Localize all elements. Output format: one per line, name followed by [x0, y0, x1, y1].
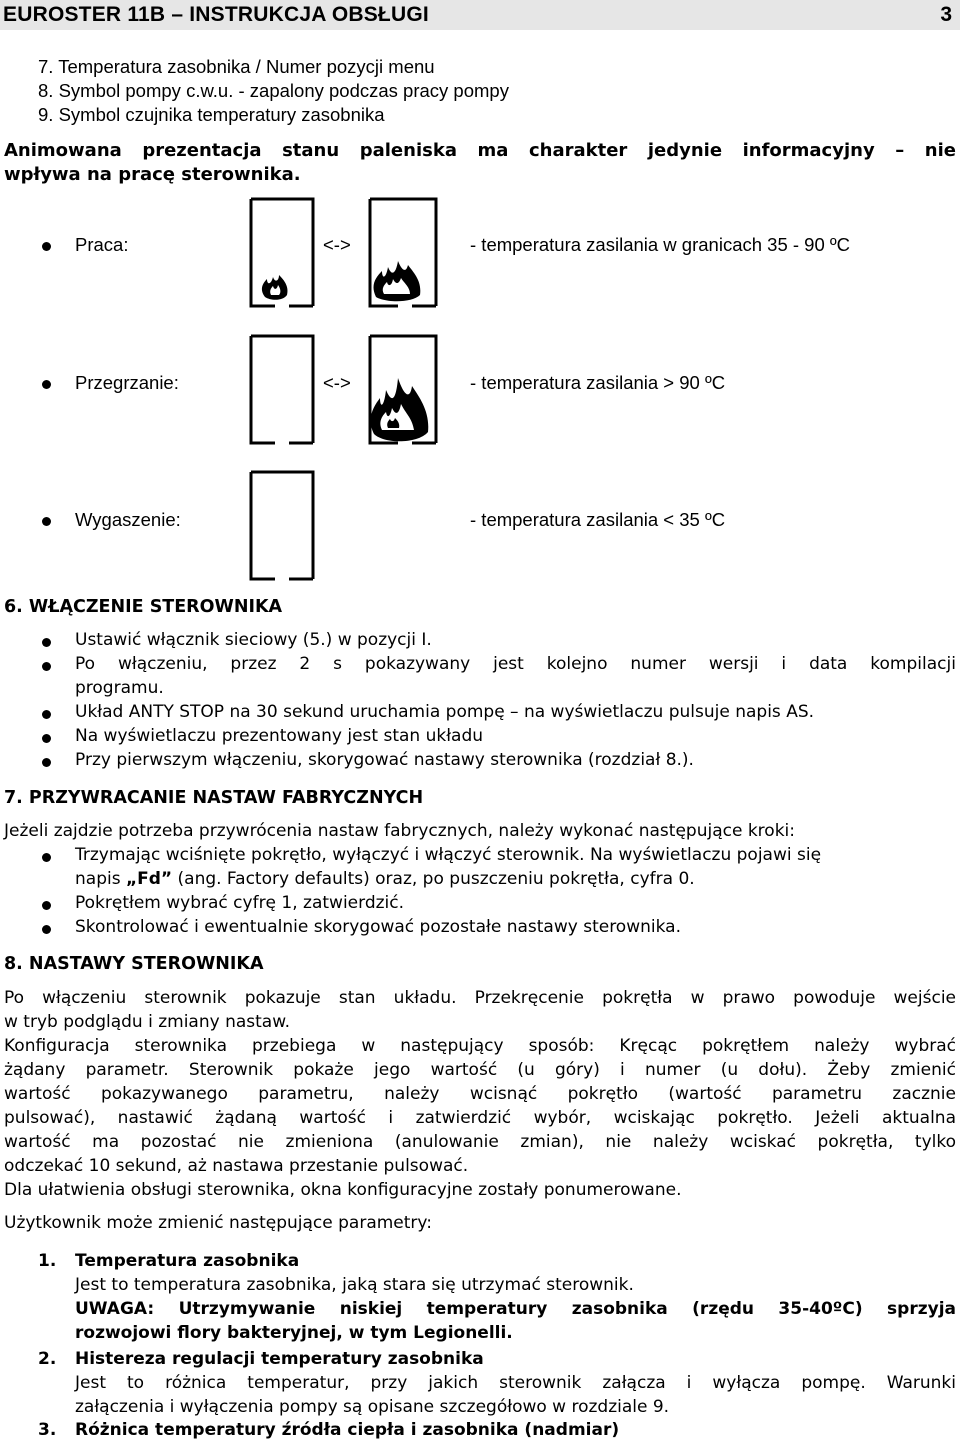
state-desc-wygaszenie: - temperatura zasilania < 35 ºC: [470, 509, 726, 530]
bullet-icon: [42, 925, 51, 934]
lcd-frame-empty: [243, 334, 315, 446]
section-6-heading: 6. WŁĄCZENIE STEROWNIKA: [4, 597, 283, 617]
section-8-p2-line5: wartość ma pozostać nie zmieniona (anulowanie zmian), nie należy wciskać pokrętła, tylko: [4, 1132, 956, 1152]
state-label-wygaszenie: Wygaszenie:: [75, 509, 181, 530]
section-7-heading: 7. PRZYWRACANIE NASTAW FABRYCZNYCH: [4, 788, 424, 808]
section-8-heading: 8. NASTAWY STEROWNIKA: [4, 954, 264, 974]
section-7-bullet-3: Skontrolować i ewentualnie skorygować pozostałe nastawy sterownika.: [75, 917, 681, 937]
flame-large-icon: [371, 378, 429, 441]
param-3-title: Różnica temperatury źródła ciepła i zasobnika (nadmiar): [75, 1420, 620, 1440]
bullet-icon: [42, 734, 51, 743]
bullet-icon: [42, 242, 51, 251]
bullet-icon: [42, 662, 51, 671]
param-2-text-line1: Jest to różnica temperatur, przy jakich sterownik załącza i wyłącza pompę. Warunki: [75, 1373, 956, 1393]
flame-small-icon: [262, 275, 288, 300]
section-8-p1-line2: w tryb podglądu i zmiany nastaw.: [4, 1012, 290, 1032]
param-1-number: 1.: [38, 1251, 57, 1271]
lcd-frame-medium-flame: [366, 197, 438, 309]
bullet-icon: [42, 901, 51, 910]
param-2-text-line2: załączenia i wyłączenia pompy są opisane szczegółowo w rozdziale 9.: [75, 1397, 670, 1417]
bullet-icon: [42, 758, 51, 767]
section-7-bullet-1-cont: napis „Fd” (ang. Factory defaults) oraz, po puszczeniu pokrętła, cyfra 0.: [75, 869, 695, 889]
section-6-bullet-4: Na wyświetlaczu prezentowany jest stan układu: [75, 726, 484, 746]
section-8-p1-line1: Po włączeniu sterownik pokazuje stan układu. Przekręcenie pokrętła w prawo powoduje wejście: [4, 988, 956, 1008]
param-3-number: 3.: [38, 1420, 57, 1440]
lcd-frame-small-flame: [243, 197, 315, 309]
legend-item-8: 8. Symbol pompy c.w.u. - zapalony podczas pracy pompy: [38, 80, 509, 101]
section-8-p4: Użytkownik może zmienić następujące parametry:: [4, 1213, 432, 1233]
section-6-bullet-3: Układ ANTY STOP na 30 sekund uruchamia pompę – na wyświetlaczu pulsuje napis AS.: [75, 702, 815, 722]
section-8-p2-line2: żądany parametr. Sterownik pokaże jego wartość (u góry) i numer (u dołu). Żeby zmienić: [4, 1060, 956, 1080]
legend-item-9: 9. Symbol czujnika temperatury zasobnika: [38, 104, 385, 125]
bullet-icon: [42, 853, 51, 862]
section-6-bullet-1: Ustawić włącznik sieciowy (5.) w pozycji I.: [75, 630, 432, 650]
state-arrow-praca: <->: [323, 234, 351, 255]
section-6-bullet-2: Po włączeniu, przez 2 s pokazywany jest kolejno numer wersji i data kompilacji: [75, 654, 956, 674]
page-header: [0, 0, 960, 30]
bullet-icon: [42, 710, 51, 719]
animation-note-line1: Animowana prezentacja stanu paleniska ma charakter jedynie informacyjny – nie: [4, 140, 956, 161]
state-label-praca: Praca:: [75, 234, 129, 255]
animation-note-line2: wpływa na pracę sterownika.: [4, 164, 301, 185]
section-8-p2-line4: pulsować), nastawić żądaną wartość i zatwierdzić wybór, wciskając pokrętło. Jeżeli aktualna: [4, 1108, 956, 1128]
section-7-intro: Jeżeli zajdzie potrzeba przywrócenia nastaw fabrycznych, należy wykonać następujące kroki:: [4, 821, 795, 841]
param-1-warning-line1: UWAGA: Utrzymywanie niskiej temperatury zasobnika (rzędu 35-40ºC) sprzyja: [75, 1299, 956, 1319]
section-8-p3: Dla ułatwienia obsługi sterownika, okna konfiguracyjne zostały ponumerowane.: [4, 1180, 682, 1200]
document-title: EUROSTER 11B – INSTRUKCJA OBSŁUGI: [3, 3, 429, 26]
param-1-title: Temperatura zasobnika: [75, 1251, 300, 1271]
flame-medium-icon: [374, 261, 421, 301]
state-desc-praca: - temperatura zasilania w granicach 35 - 90 ºC: [470, 234, 851, 255]
section-8-p2-line3: wartość pokazywanego parametru, należy wcisnąć pokrętło (wartość parametru zacznie: [4, 1084, 956, 1104]
bullet-icon: [42, 380, 51, 389]
section-6-bullet-5: Przy pierwszym włączeniu, skorygować nastawy sterownika (rozdział 8.).: [75, 750, 694, 770]
lcd-frame-off: [243, 470, 315, 582]
state-label-przegrzanie: Przegrzanie:: [75, 372, 179, 393]
legend-item-7: 7. Temperatura zasobnika / Numer pozycji menu: [38, 56, 435, 77]
page-number: 3: [940, 3, 952, 26]
param-1-warning-line2: rozwojowi flory bakteryjnej, w tym Legionelli.: [75, 1323, 513, 1343]
section-8-p2-line1: Konfiguracja sterownika przebiega w następujący sposób: Kręcąc pokrętłem należy wybrać: [4, 1036, 956, 1056]
section-8-p2-line6: odczekać 10 sekund, aż nastawa przestanie pulsować.: [4, 1156, 469, 1176]
bullet-icon: [42, 517, 51, 526]
section-6-bullet-2-cont: programu.: [75, 678, 164, 698]
param-1-text: Jest to temperatura zasobnika, jaką stara się utrzymać sterownik.: [75, 1275, 634, 1295]
section-7-bullet-2: Pokrętłem wybrać cyfrę 1, zatwierdzić.: [75, 893, 405, 913]
param-2-number: 2.: [38, 1349, 57, 1369]
bullet-icon: [42, 638, 51, 647]
lcd-frame-large-flame: [366, 334, 438, 446]
state-desc-przegrzanie: - temperatura zasilania > 90 ºC: [470, 372, 726, 393]
param-2-title: Histereza regulacji temperatury zasobnika: [75, 1349, 484, 1369]
section-7-bullet-1: Trzymając wciśnięte pokrętło, wyłączyć i włączyć sterownik. Na wyświetlaczu pojawi się: [75, 845, 822, 865]
state-arrow-przegrzanie: <->: [323, 372, 351, 393]
